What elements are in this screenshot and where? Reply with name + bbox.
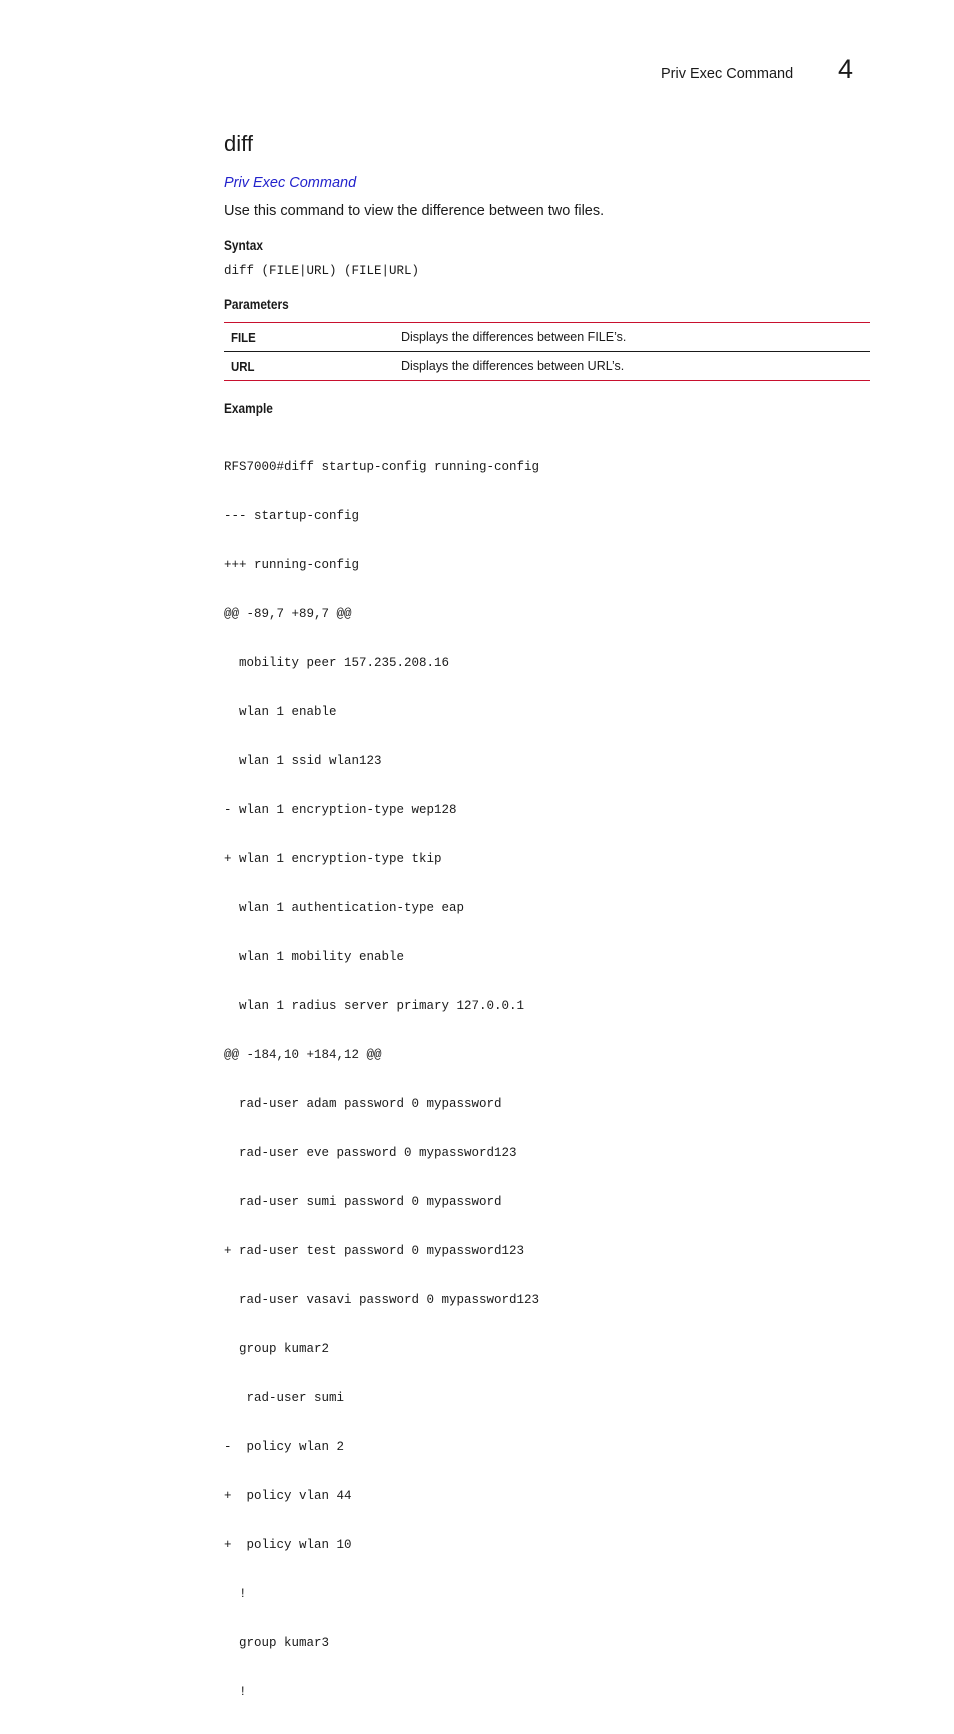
chapter-number: 4 — [838, 54, 854, 84]
code-line: rad-user adam password 0 mypassword — [224, 1097, 502, 1112]
table-row — [224, 323, 870, 352]
priv-exec-command-link[interactable]: Priv Exec Command — [224, 175, 357, 191]
code-line: rad-user sumi password 0 mypassword — [224, 1195, 502, 1210]
command-description: Use this command to view the difference between two files. — [224, 203, 605, 219]
code-line: mobility peer 157.235.208.16 — [224, 655, 450, 670]
code-line: ! — [224, 1685, 247, 1700]
code-line: ! — [224, 1587, 247, 1602]
code-line: - wlan 1 encryption-type wep128 — [224, 802, 457, 817]
parameters-table — [224, 322, 870, 381]
code-line: + rad-user test password 0 mypassword123 — [224, 1244, 525, 1259]
code-line: @@ -184,10 +184,12 @@ — [224, 1048, 382, 1063]
code-line: + policy wlan 10 — [224, 1538, 352, 1553]
table-row — [224, 352, 870, 381]
code-line: - policy wlan 2 — [224, 1440, 345, 1455]
running-header: Priv Exec Command — [661, 66, 794, 82]
code-line: wlan 1 enable — [224, 704, 337, 719]
code-line: rad-user eve password 0 mypassword123 — [224, 1146, 517, 1161]
example-heading: Example — [224, 401, 273, 416]
code-line: group kumar3 — [224, 1636, 330, 1651]
parameter-description: Displays the differences between URL’s. — [394, 352, 870, 381]
code-line: RFS7000#diff startup-config running-config — [224, 459, 540, 474]
code-line: @@ -89,7 +89,7 @@ — [224, 606, 352, 621]
code-line: rad-user vasavi password 0 mypassword123 — [224, 1293, 540, 1308]
syntax-heading: Syntax — [224, 238, 263, 253]
code-line: wlan 1 radius server primary 127.0.0.1 — [224, 999, 525, 1014]
code-line: + policy vlan 44 — [224, 1489, 352, 1504]
parameter-name: FILE — [224, 323, 394, 352]
code-line: wlan 1 authentication-type eap — [224, 900, 465, 915]
parameter-description: Displays the differences between FILE’s. — [394, 323, 870, 352]
page-title: diff — [224, 131, 253, 156]
example-code-block — [224, 426, 539, 1734]
parameters-heading: Parameters — [224, 297, 289, 312]
syntax-command: diff (FILE|URL) (FILE|URL) — [224, 264, 420, 278]
code-line: rad-user sumi — [224, 1391, 345, 1406]
code-line: wlan 1 mobility enable — [224, 950, 405, 964]
code-line: + wlan 1 encryption-type tkip — [224, 851, 442, 866]
code-line: group kumar2 — [224, 1342, 330, 1357]
code-line: wlan 1 ssid wlan123 — [224, 753, 382, 768]
code-line: --- startup-config — [224, 508, 360, 523]
parameter-name: URL — [224, 352, 394, 381]
code-line: +++ running-config — [224, 557, 360, 572]
